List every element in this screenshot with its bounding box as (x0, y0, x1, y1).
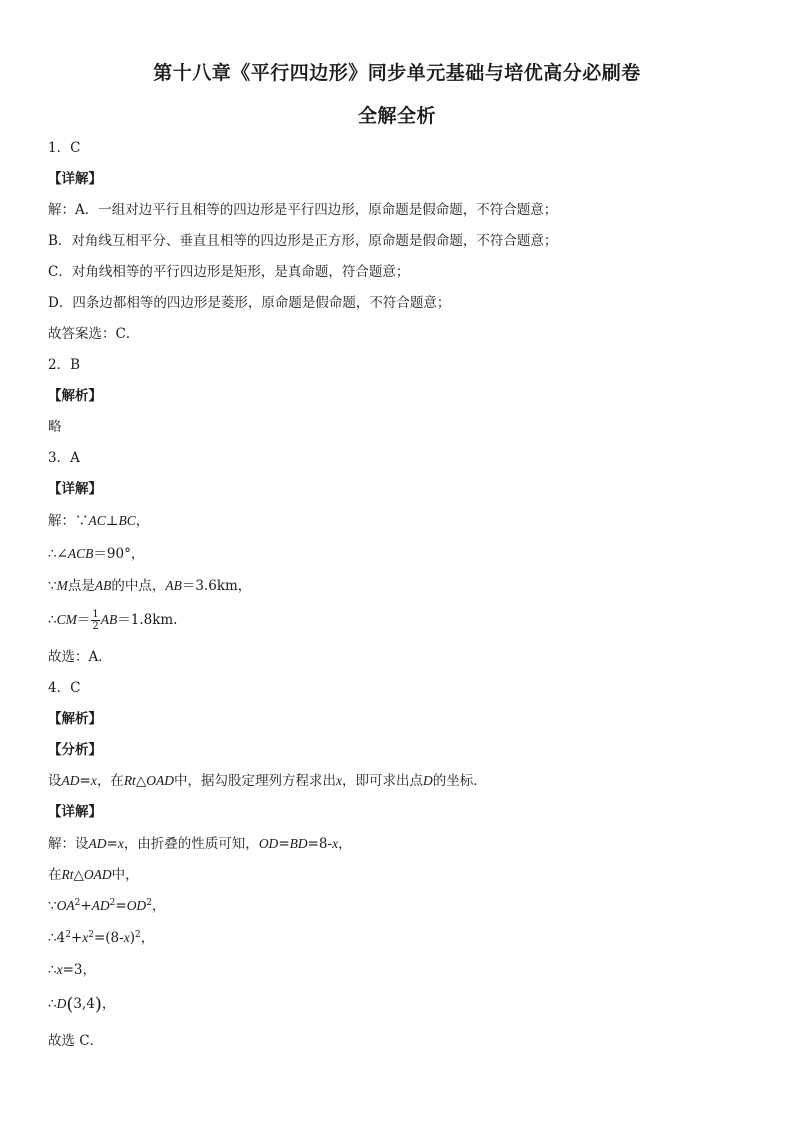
q2-tag: 【解析】 (48, 388, 102, 404)
q3-l4-val: ＝1.8km. (117, 612, 178, 628)
q4-d2-oad: OAD (83, 867, 112, 882)
q4-d6-coords: 3,4 (73, 996, 95, 1012)
q4-d5-x: x (56, 962, 63, 977)
q4-conclusion: 故选 C． (48, 1033, 104, 1049)
q2-answer: 2．B (48, 357, 81, 373)
q3-line-3 (48, 577, 251, 595)
q4-fx-rt: Rt (123, 773, 136, 788)
q3-l4-ab: AB (100, 612, 118, 627)
q3-l1-end: ， (135, 513, 150, 529)
q4-d3-plus: + (80, 898, 92, 914)
q4-d3-oa: OA (56, 898, 75, 913)
q4-d4-c: ) (129, 930, 135, 946)
q4-d1-x: x (117, 836, 124, 851)
q4-fx-b: ，在 (96, 773, 124, 789)
q4-d5-a: ∴ (48, 962, 57, 978)
q4-d1-a: 解：设 (48, 836, 89, 852)
q4-tag-detail: 【详解】 (48, 804, 102, 820)
q3-l3-prefix: ∵ (48, 578, 57, 594)
q4-detail-line-1 (48, 835, 352, 853)
q4-d3-od: OD (126, 898, 147, 913)
q3-l4-eq: ＝ (76, 612, 91, 628)
q4-d1-c: =8- (307, 836, 333, 852)
q4-d4-b: =(8- (93, 930, 124, 946)
q3-l1-ac: AC (88, 513, 106, 528)
q4-d1-bd: BD (289, 836, 308, 851)
q4-detail-line-2 (48, 866, 139, 884)
q4-d1-d: ， (338, 836, 352, 852)
q4-d3-eq: = (115, 898, 127, 914)
q4-fx-d: ，即可求出点 (341, 773, 423, 789)
q4-tag-fenxi: 【分析】 (48, 742, 102, 758)
q4-d1-od: OD (258, 836, 279, 851)
q3-l2-rest: ＝90°， (93, 546, 145, 562)
q4-tag-analysis: 【解析】 (48, 711, 102, 727)
q4-fx-x2: x (335, 773, 342, 788)
q1-line-a: 解：A．一组对边平行且相等的四边形是平行四边形，原命题是假命题，不符合题意； (48, 202, 558, 218)
q4-d3-end: ， (151, 898, 166, 914)
q3-line-2 (48, 545, 144, 563)
q4-d4-sup3: 2 (134, 930, 141, 940)
q1-line-c: C．对角线相等的平行四边形是矩形，是真命题，符合题意； (48, 264, 410, 280)
q3-conclusion: 故选：A． (48, 649, 112, 665)
q3-l3-ab2: AB (165, 578, 182, 593)
q4-d6-end: ， (101, 996, 116, 1012)
q4-d4-end: ， (140, 930, 155, 946)
q3-answer: 3．A (48, 450, 80, 466)
q4-d6-lp: ( (66, 994, 74, 1015)
q4-fx-ad: AD (61, 773, 80, 788)
q4-detail-line-3 (48, 897, 165, 915)
q4-d3-sup3: 2 (146, 898, 152, 908)
q4-d3-sup2: 2 (109, 898, 116, 908)
q4-detail-line-6 (48, 995, 115, 1014)
q3-fraction (91, 609, 99, 632)
q4-d3-a: ∵ (48, 898, 57, 914)
q4-fx-eq: = (79, 773, 91, 789)
q4-analysis-line (48, 772, 487, 790)
q4-d1-x2: x (332, 836, 339, 851)
q4-detail-line-4 (48, 929, 154, 947)
q3-l1-prefix: 解：∵ (48, 513, 89, 529)
q4-fx-D: D (422, 773, 433, 788)
q1-line-d: D．四条边都相等的四边形是菱形，原命题是假命题，不符合题意； (48, 295, 451, 311)
q3-l1-perp: ⊥ (105, 513, 119, 529)
q3-l1-bc: BC (118, 513, 136, 528)
q4-d4-sup2: 2 (88, 930, 94, 940)
q4-d6-rp: ) (94, 994, 102, 1015)
document-title: 第十八章《平行四边形》同步单元基础与培优高分必刷卷 (153, 62, 641, 84)
q3-l3-val: ＝3.6km， (181, 578, 252, 594)
q1-conclusion: 故答案选：C． (48, 326, 140, 342)
q4-fx-a: 设 (48, 773, 62, 789)
q4-d4-a: ∴4 (48, 930, 66, 946)
q4-fx-c: 中，据勾股定理列方程求出 (173, 773, 336, 789)
q4-d4-x: x (82, 930, 89, 945)
q4-d2-a: 在 (48, 867, 62, 883)
q4-d2-rt: Rt (61, 867, 74, 882)
q4-d6-a: ∴ (48, 996, 57, 1012)
q1-line-b: B．对角线互相平分、垂直且相等的四边形是正方形，原命题是假命题，不符合题意； (48, 233, 558, 249)
q4-d1-eq2: = (278, 836, 290, 852)
q4-d4-plus: + (70, 930, 83, 946)
q2-body: 略 (48, 419, 62, 435)
q3-frac-num: 1 (92, 609, 99, 620)
q3-l3-mid1: 点是 (67, 578, 95, 594)
q4-d4-x2: x (123, 930, 130, 945)
q3-l3-ab: AB (94, 578, 112, 593)
q4-answer: 4．C (48, 680, 81, 696)
q4-d3-ad: AD (91, 898, 110, 913)
q3-l2-acb: ACB (67, 546, 94, 561)
q4-d1-b: ，由折叠的性质可知， (123, 836, 259, 852)
q3-l4-prefix: ∴ (48, 612, 57, 628)
q4-d5-b: =3， (62, 962, 96, 978)
q4-d6-d: D (56, 996, 67, 1011)
document-subtitle: 全解全析 (357, 105, 436, 127)
q4-d4-sup1: 2 (65, 930, 71, 940)
q3-l3-mid2: 的中点， (111, 578, 166, 594)
q4-detail-line-5 (48, 961, 96, 979)
q4-d3-sup1: 2 (74, 898, 81, 908)
q3-tag: 【详解】 (48, 481, 102, 497)
q4-d2-b: 中， (111, 867, 139, 883)
q4-d1-ad: AD (88, 836, 107, 851)
q3-l2-prefix: ∴∠ (48, 546, 68, 562)
q3-line-1 (48, 512, 149, 530)
q4-fx-e: 的坐标． (432, 773, 487, 789)
q3-l3-m: M (56, 578, 68, 593)
q4-fx-tri: △ (135, 773, 147, 789)
q3-line-4 (48, 609, 177, 632)
q4-fx-x: x (90, 773, 97, 788)
q4-d1-eq: = (106, 836, 118, 852)
q1-answer: 1．C (48, 140, 81, 156)
q4-d2-tri: △ (73, 867, 84, 883)
q4-fx-oad: OAD (146, 773, 174, 788)
q1-tag: 【详解】 (48, 171, 102, 187)
q3-frac-den: 2 (92, 621, 99, 632)
q3-l4-cm: CM (56, 612, 77, 627)
